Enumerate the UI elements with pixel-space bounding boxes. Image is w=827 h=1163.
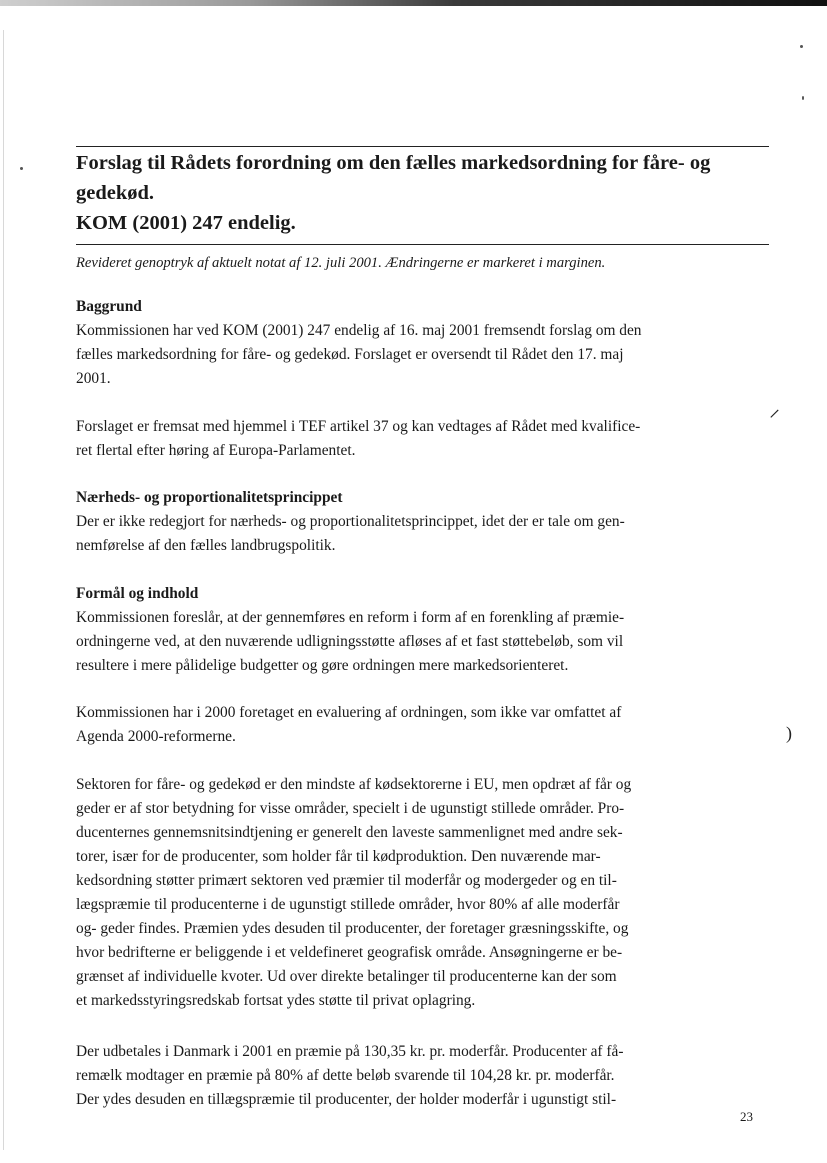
scan-left-edge [3, 30, 4, 1150]
text-line: Kommissionen foreslår, at der gennemføres en reform i form af en forenkling af præmie- [76, 609, 625, 626]
text-line: torer, især for de producenter, som holder får til kødproduktion. Den nuværende mar- [76, 848, 601, 865]
text-line: grænset af individuelle kvoter. Ud over direkte betalinger til producenterne kan der som [76, 968, 617, 985]
text-line: Kommissionen har i 2000 foretaget en evaluering af ordningen, som ikke var omfattet af [76, 704, 622, 721]
text-line: nemførelse af den fælles landbrugspolitik. [76, 537, 336, 554]
text-line: hvor bedrifterne er beliggende i et veldefineret geografisk område. Ansøgningerne er be- [76, 944, 623, 961]
section-heading-baggrund: Baggrund [76, 298, 142, 315]
text-line: remælk modtager en præmie på 80% af dette beløb svarende til 104,28 kr. pr. moderfår. [76, 1067, 615, 1084]
text-line: Forslaget er fremsat med hjemmel i TEF artikel 37 og kan vedtages af Rådet med kvalifice- [76, 418, 641, 435]
text-line: resultere i mere pålidelige budgetter og gøre ordningen mere markedsorienteret. [76, 657, 569, 674]
paragraph [76, 606, 748, 678]
paragraph [76, 415, 748, 463]
revision-margin-mark: ) [786, 723, 792, 743]
scan-speck [802, 96, 804, 100]
text-line: og- geder findes. Præmien ydes desuden til producenter, der foretager græsningsskifte, og [76, 920, 629, 937]
scan-edge [0, 0, 827, 6]
page-number: 23 [740, 1109, 753, 1124]
text-line: geder er af stor betydning for visse områder, specielt i de ugunstigt stillede områder. Pro- [76, 800, 625, 817]
text-line: Der udbetales i Danmark i 2001 en præmie på 130,35 kr. pr. moderfår. Producenter af få- [76, 1043, 624, 1060]
document-title [76, 148, 766, 238]
section-heading-naerhed: Nærheds- og proportionalitetsprincippet [76, 489, 343, 506]
scan-speck [800, 45, 803, 48]
text-line: Agenda 2000-reformerne. [76, 728, 236, 745]
paragraph [76, 1040, 748, 1112]
paragraph [76, 773, 748, 1013]
title-rule-bottom [76, 244, 769, 245]
revision-margin-mark: ⸝ [769, 396, 781, 421]
revision-note: Revideret genoptryk af aktuelt notat af 12. juli 2001. Ændringerne er markeret i marginen. [76, 255, 606, 271]
text-line: ret flertal efter høring af Europa-Parlamentet. [76, 442, 356, 459]
text-line: et markedsstyringsredskab fortsat ydes støtte til privat oplagring. [76, 992, 476, 1009]
title-line: gedekød. [76, 182, 155, 204]
paragraph [76, 701, 748, 749]
text-line: 2001. [76, 370, 111, 387]
title-line: KOM (2001) 247 endelig. [76, 212, 296, 234]
paragraph [76, 319, 748, 391]
scan-speck [20, 167, 23, 170]
text-line: Sektoren for fåre- og gedekød er den mindste af kødsektorerne i EU, men opdræt af får og [76, 776, 632, 793]
text-line: Der er ikke redegjort for nærheds- og proportionalitetsprincippet, idet der er tale om gen- [76, 513, 625, 530]
text-line: Kommissionen har ved KOM (2001) 247 endelig af 16. maj 2001 fremsendt forslag om den [76, 322, 642, 339]
text-line: lægspræmie til producenterne i de ugunstigt stillede områder, hvor 80% af alle moderfår [76, 896, 620, 913]
text-line: fælles markedsordning for fåre- og gedekød. Forslaget er oversendt til Rådet den 17. maj [76, 346, 624, 363]
section-heading-formaal: Formål og indhold [76, 585, 199, 602]
text-line: Der ydes desuden en tillægspræmie til producenter, der holder moderfår i ugunstigt stil- [76, 1091, 617, 1108]
text-line: ducenternes gennemsnitsindtjening er generelt den laveste sammenlignet med andre sek- [76, 824, 623, 841]
title-rule-top [76, 146, 769, 147]
text-line: kedsordning støtter primært sektoren ved præmier til moderfår og modergeder og en til- [76, 872, 617, 889]
paragraph [76, 510, 748, 558]
text-line: ordningerne ved, at den nuværende udligningsstøtte afløses af et fast støttebeløb, som vil [76, 633, 624, 650]
title-line: Forslag til Rådets forordning om den fælles markedsordning for fåre- og [76, 152, 711, 174]
